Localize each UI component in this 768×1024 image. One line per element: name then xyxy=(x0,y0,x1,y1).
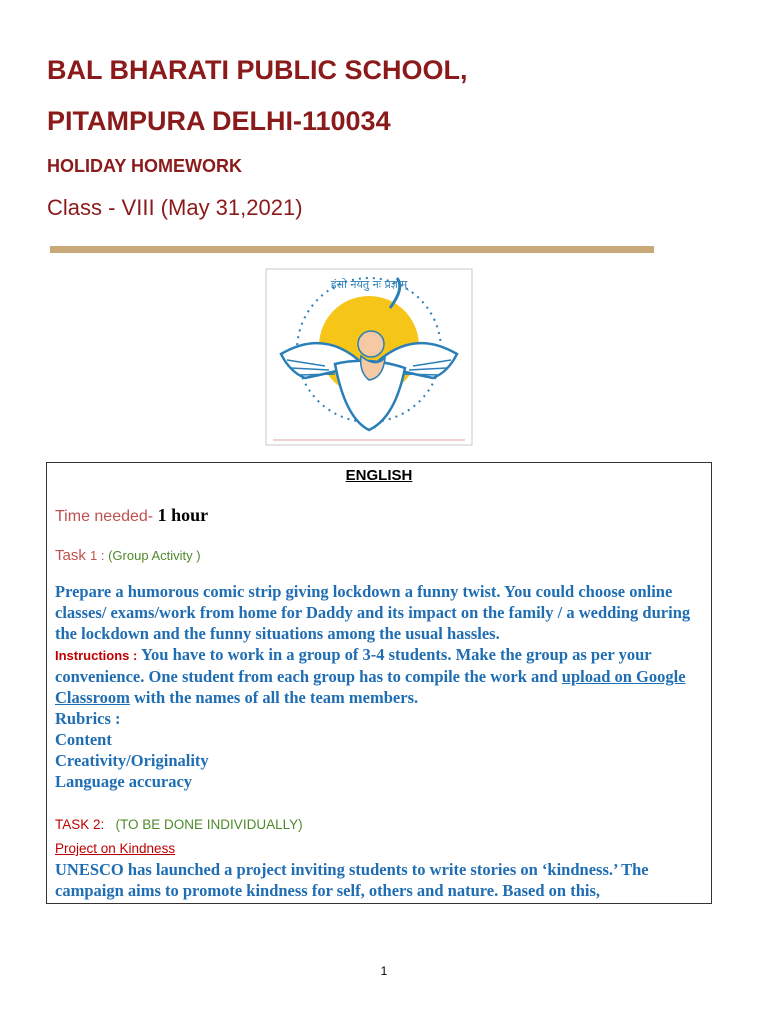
task1-text: Prepare a humorous comic strip giving lockdown a funny twist. You could choose online classes/ exams/work from home for Daddy and its impact on the family / a wedding during the lockdown and the funny situations among the usual hassles. xyxy=(55,582,691,643)
rubric-item: Content xyxy=(55,730,112,749)
time-needed xyxy=(55,505,705,526)
logo-motto: हंसो नयतु नः प्रज्ञाम् xyxy=(330,278,408,291)
class-line: Class - VIII (May 31,2021) xyxy=(47,195,303,220)
rubric-item: Language accuracy xyxy=(55,772,193,791)
page-number: 1 xyxy=(380,964,388,978)
school-logo xyxy=(265,268,473,446)
task2-type: (TO BE DONE INDIVIDUALLY) xyxy=(115,817,303,832)
project-title: Project on Kindness xyxy=(55,841,176,856)
time-label: Time needed- xyxy=(55,508,154,525)
upload-link[interactable]: upload on Google Classroom xyxy=(55,667,686,707)
instructions-label: Instructions : xyxy=(55,648,141,663)
instructions-text: You have to work in a group of 3-4 students. Make the group as per your convenience. One student from each group has to compile the work and xyxy=(55,645,652,686)
task1-heading xyxy=(55,547,705,564)
english-section xyxy=(46,462,712,904)
subject-heading: ENGLISH xyxy=(345,467,413,484)
divider-rule xyxy=(50,246,654,253)
task1-type: (Group Activity ) xyxy=(108,548,201,563)
task1-label: Task xyxy=(55,547,91,564)
rubric-item: Creativity/Originality xyxy=(55,751,209,770)
rubrics-title: Rubrics : xyxy=(55,709,121,728)
time-value: 1 hour xyxy=(153,505,209,525)
task1-body xyxy=(55,581,705,792)
task1-number: 1 : xyxy=(90,548,109,563)
school-name-line1: BAL BHARATI PUBLIC SCHOOL, xyxy=(47,55,468,85)
school-name-line2: PITAMPURA DELHI-110034 xyxy=(47,106,391,136)
instructions-tail: with the names of all the team members. xyxy=(129,688,419,707)
task2-label: TASK 2: xyxy=(55,817,105,832)
unesco-text: UNESCO has launched a project inviting students to write stories on ‘kindness.’ The campaign aims to promote kindness for self, others and nature. Based on this, xyxy=(55,860,649,900)
homework-title: HOLIDAY HOMEWORK xyxy=(47,156,243,176)
task2-heading xyxy=(55,817,705,832)
